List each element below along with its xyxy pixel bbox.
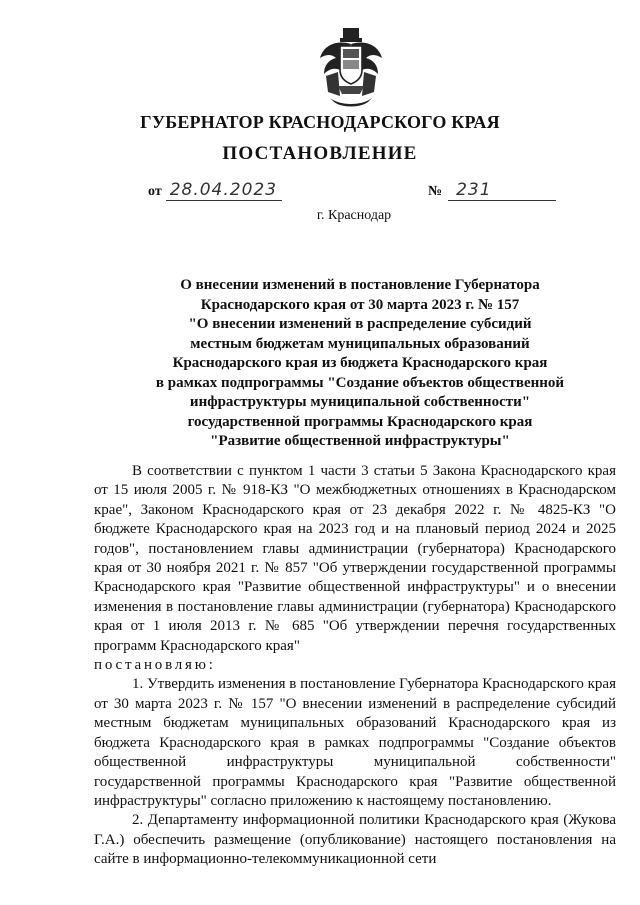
heading-line: "Развитие общественной инфраструктуры" <box>210 433 510 449</box>
heading-line: Краснодарского края из бюджета Краснодарского края <box>172 355 548 371</box>
date-value: 28.04.2023 <box>166 180 282 201</box>
heading-line: инфраструктуры муниципальной собственности" <box>189 394 531 410</box>
document-date <box>148 180 282 201</box>
heading-line: в рамках подпрограммы "Создание объектов общественной <box>155 374 565 391</box>
paragraph-preamble: В соответствии с пунктом 1 части 3 статьи 5 Закона Краснодарского края от 15 июля 2005 г. № 918-КЗ "О межбюджетных отношениях в Краснодарском крае", Законом Краснодарского края от 23 декабря 2022 г. № 4825-КЗ "О бюджете Краснодарского края на 2023 год и на плановый период 2024 и 2025 годов", постановлением главы администрации (губернатора) Краснодарского края от 30 ноября 2021 г. № 857 "Об утверждении государственной программы Краснодарского края "Развитие общественной инфраструктуры" и о внесении изменения в постановление главы администрации (губернатора) Краснодарского края от 1 июля 2013 г. № 685 "Об утверждении перечня государственных программ Краснодарского края" <box>94 463 616 654</box>
document-heading <box>120 276 600 452</box>
heading-line: государственной программы Краснодарского края <box>187 413 533 430</box>
city: г. Краснодар <box>316 208 392 223</box>
heading-line: Краснодарского края от 30 марта 2023 г. № 157 <box>200 296 520 313</box>
date-label: от <box>148 184 162 199</box>
number-label: № <box>428 184 443 199</box>
governor-title: ГУБЕРНАТОР КРАСНОДАРСКОГО КРАЯ <box>140 112 500 132</box>
document-type: ПОСТАНОВЛЕНИЕ <box>222 143 418 164</box>
number-value: 231 <box>448 180 556 201</box>
paragraph-item-2: 2. Департаменту информационной политики Краснодарского края (Жукова Г.А.) обеспечить размещение (опубликование) настоящего постановления на сайте в информационно-телекоммуникационной сети <box>94 812 616 868</box>
document-body <box>94 462 616 870</box>
heading-line: О внесении изменений в постановление Губернатора <box>180 277 540 293</box>
heading-line: "О внесении изменений в распределение субсидий <box>188 316 532 332</box>
paragraph-item-1: 1. Утвердить изменения в постановление Губернатора Краснодарского края от 30 марта 2023 г. № 157 "О внесении изменений в распределение субсидий местным бюджетам муниципальных образований Краснодарского края из бюджета Краснодарского края в рамках подпрограммы "Создание объектов общественной инфраструктуры муниципальной собственности" государственной программы Краснодарского края "Развитие общественной инфраструктуры" согласно приложению к настоящему постановлению. <box>94 676 616 809</box>
coat-of-arms-icon <box>316 26 386 108</box>
decree-word: постановляю: <box>94 657 216 674</box>
heading-line: местным бюджетам муниципальных образований <box>190 335 530 352</box>
document-number <box>428 180 556 201</box>
